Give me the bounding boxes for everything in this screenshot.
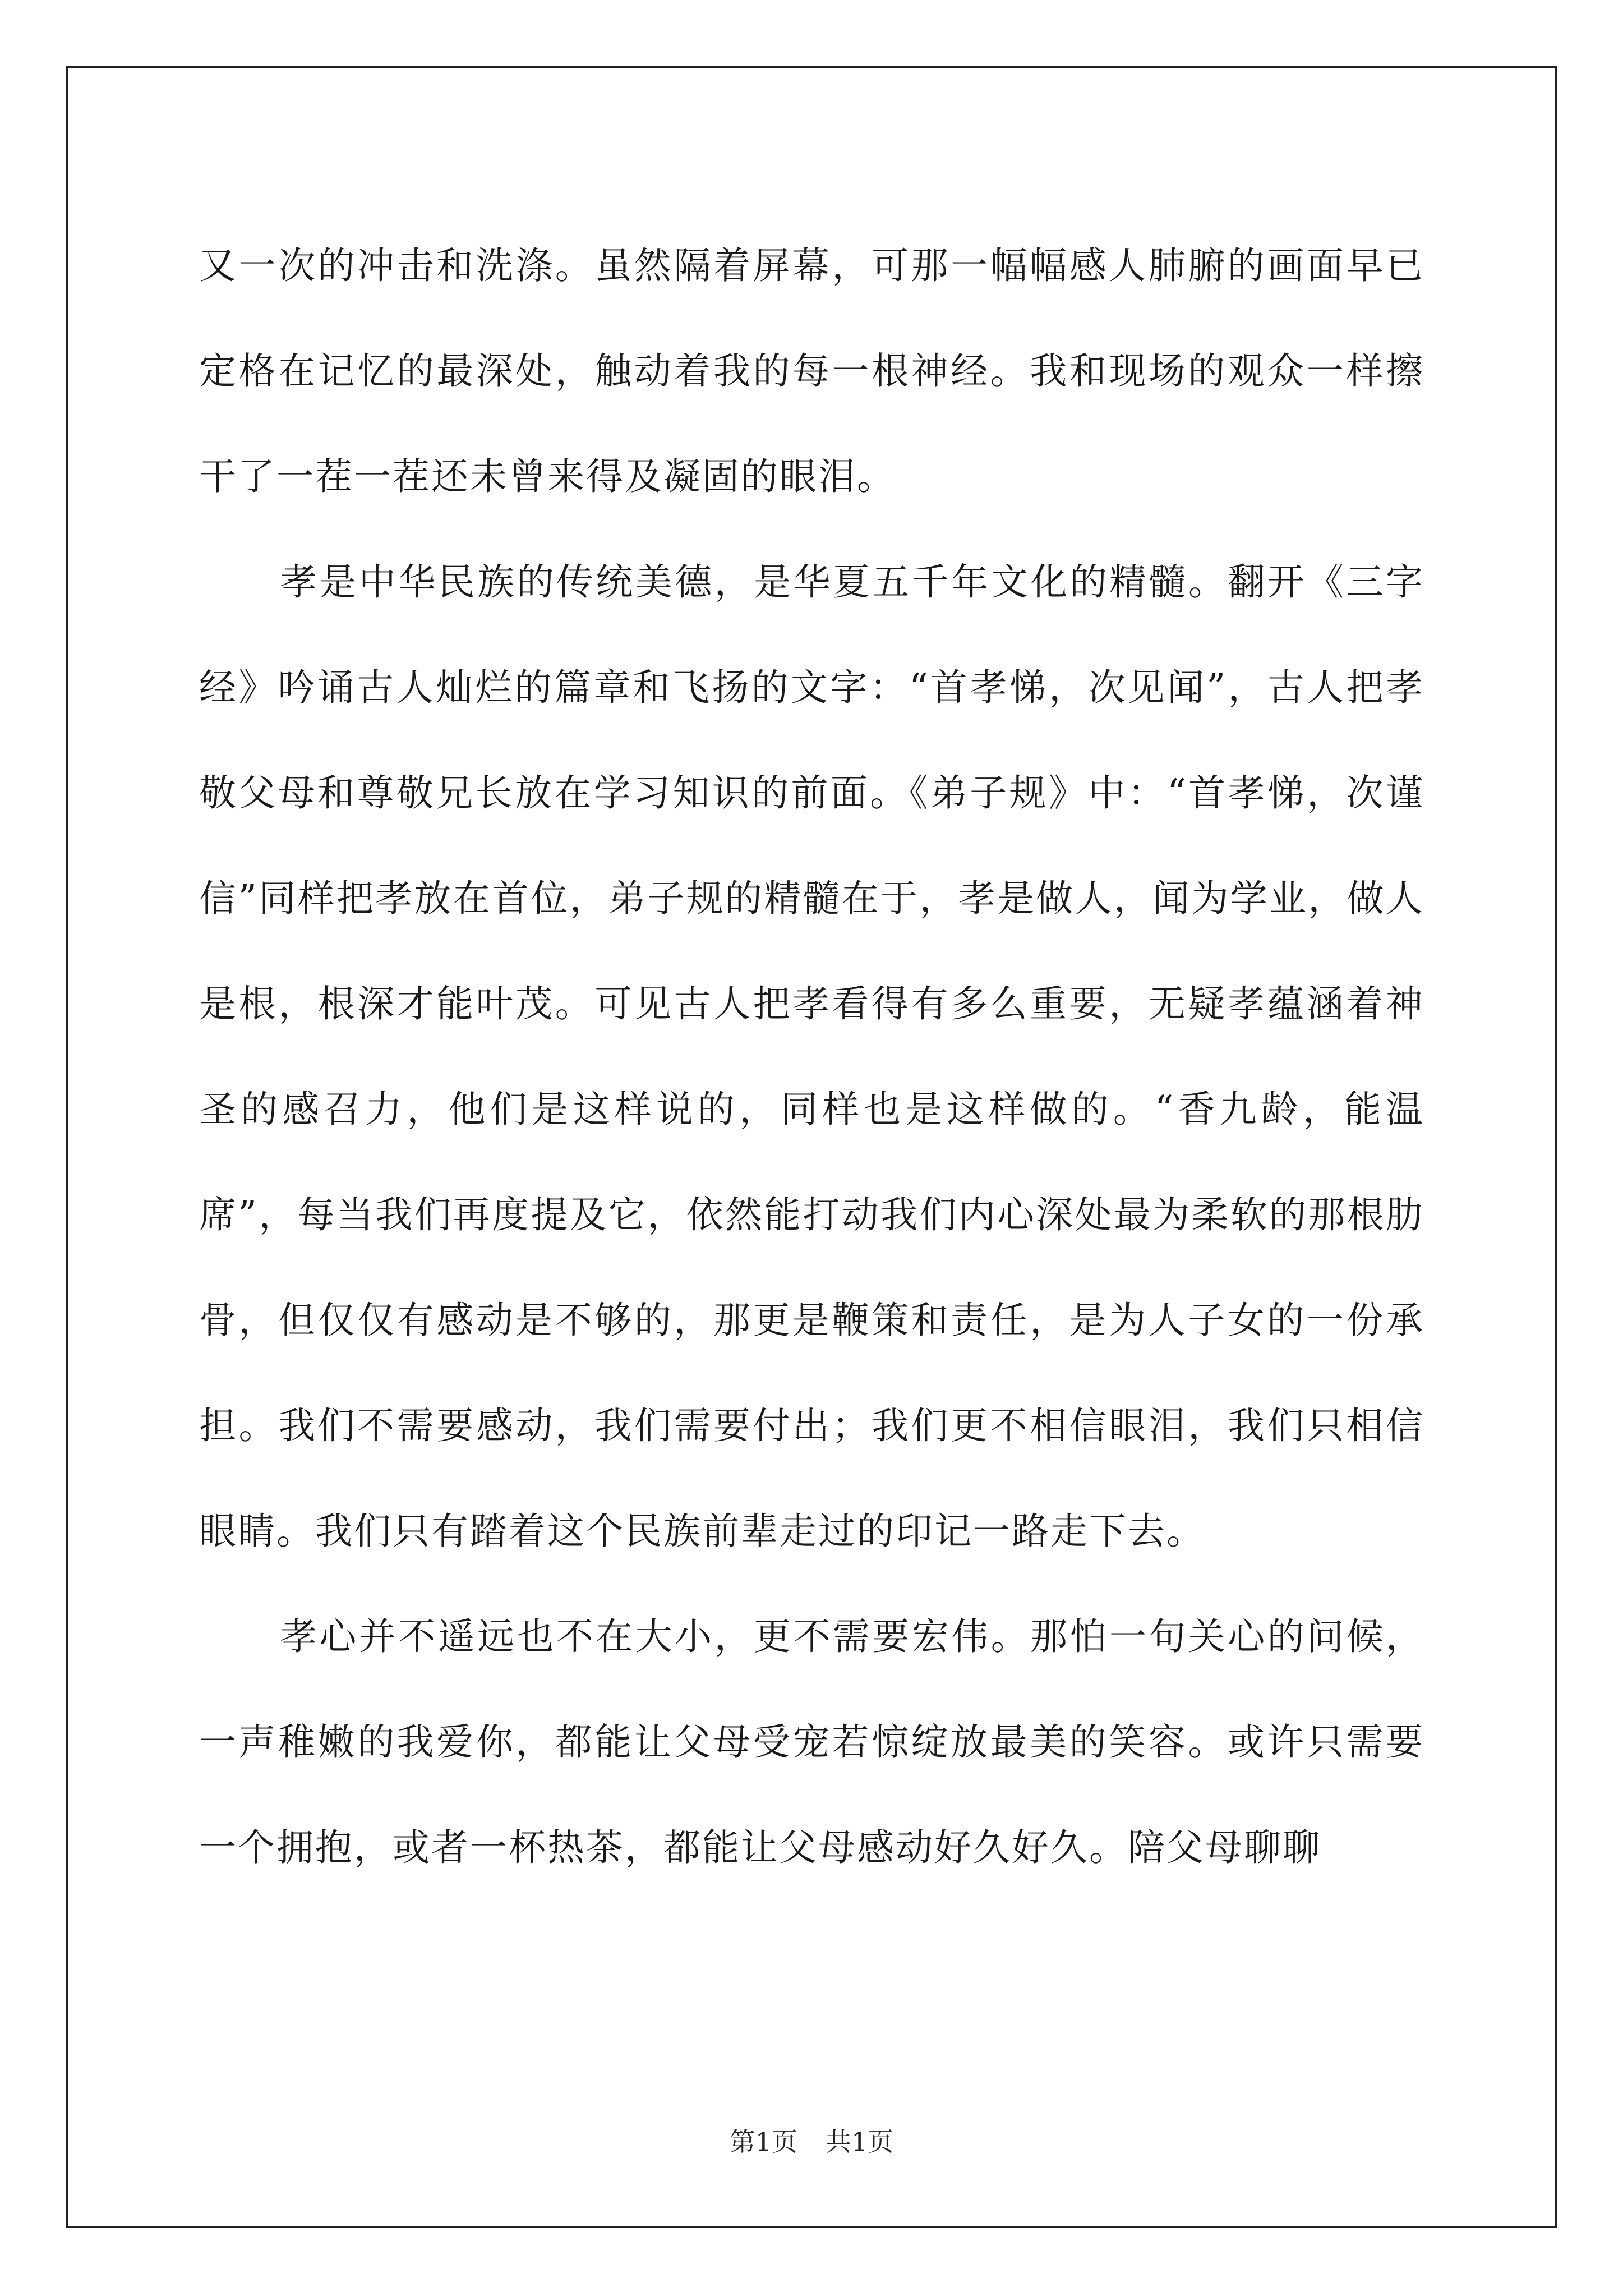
page-number: 第1页 — [729, 2127, 797, 2157]
paragraph-1: 又一次的冲击和洗涤。虽然隔着屏幕，可那一幅幅感人肺腑的画面早已定格在记忆的最深处，触动着我的每一根神经。我和现场的观众一样擦干了一茬一茬还未曾来得及凝固的眼泪。 — [199, 244, 1424, 498]
document-body — [199, 213, 1424, 1901]
paragraph-2: 孝是中华民族的传统美德，是华夏五千年文化的精髓。翻开《三字经》吟诵古人灿烂的篇章和飞扬的文字：“首孝悌，次见闻”，古人把孝敬父母和尊敬兄长放在学习知识的前面。《弟子规》中：“首孝悌，次谨信”同样把孝放在首位，弟子规的精髓在于，孝是做人，闻为学业，做人是根，根深才能叶茂。可见古人把孝看得有多么重要，无疑孝蕴涵着神圣的感召力，他们是这样说的，同样也是这样做的。“香九龄，能温席”，每当我们再度提及它，依然能打动我们内心深处最为柔软的那根肋骨，但仅仅有感动是不够的，那更是鞭策和责任，是为人子女的一份承担。我们不需要感动，我们需要付出；我们更不相信眼泪，我们只相信眼睛。我们只有踏着这个民族前辈走过的印记一路走下去。 — [199, 560, 1424, 1553]
page-footer — [0, 2125, 1623, 2159]
paragraph-3: 孝心并不遥远也不在大小，更不需要宏伟。那怕一句关心的问候，一声稚嫩的我爱你，都能让父母受宠若惊绽放最美的笑容。或许只需要一个拥抱，或者一杯热茶，都能让父母感动好久好久。陪父母聊聊 — [199, 1615, 1424, 1869]
page-total: 共1页 — [826, 2127, 894, 2157]
